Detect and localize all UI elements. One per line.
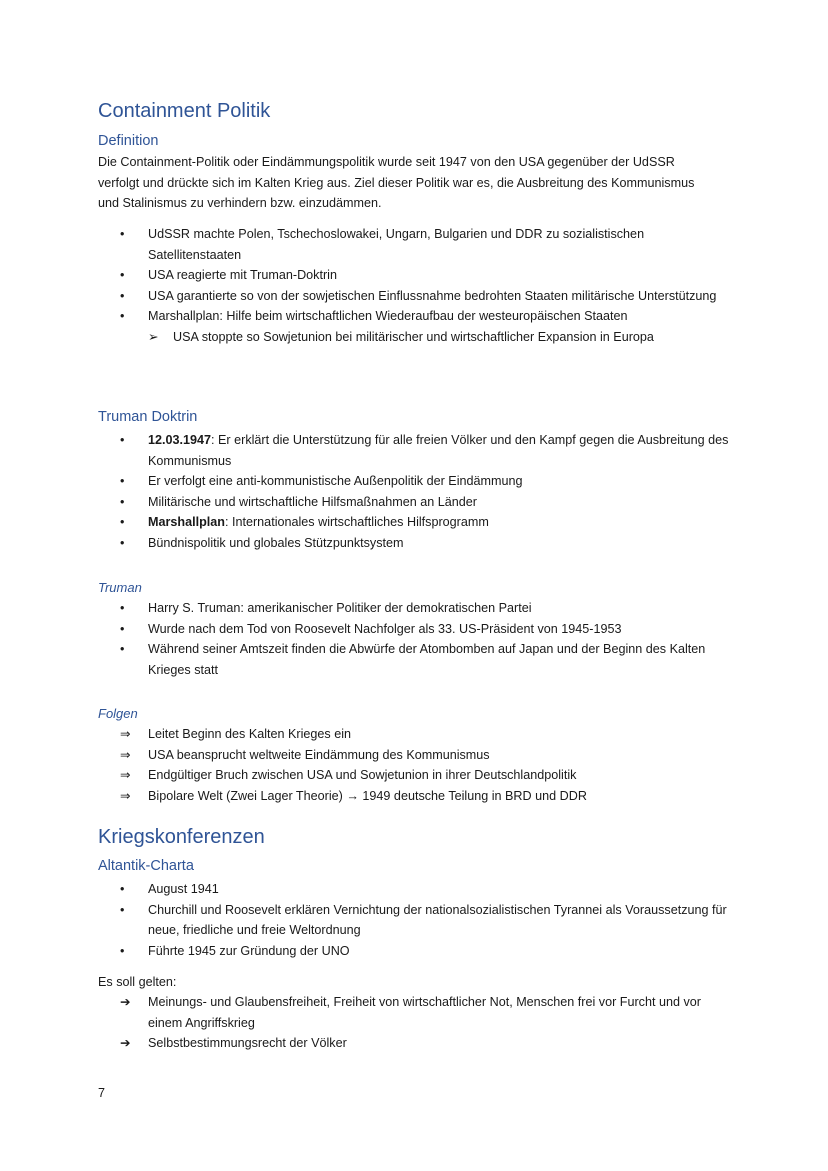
double-arrow-icon: ⇒ (120, 727, 131, 741)
bold-arrow-icon: ➔ (120, 995, 131, 1009)
bullet-icon: • (120, 601, 125, 615)
atlantik-list (98, 879, 738, 961)
page-number: 7 (98, 1086, 106, 1100)
bullet-icon: • (120, 494, 125, 509)
double-arrow-icon: ⇒ (120, 788, 131, 803)
bullet-icon: • (120, 902, 125, 917)
bullet-icon: • (120, 309, 125, 323)
bullet-icon: • (120, 474, 125, 488)
list-item: • Militärische und wirtschaftliche Hilfsmaßnahmen an Länder (98, 492, 736, 513)
truman-doktrin-list (98, 430, 738, 553)
bullet-icon: • (120, 268, 125, 282)
list-item: • Churchill und Roosevelt erklären Vernichtung der nationalsozialistischen Tyrannei als Voraussetzung für neue, friedliche und freie Weltordnung (98, 900, 736, 941)
containment-bullet-list (98, 224, 738, 347)
heading-folgen: Folgen (98, 706, 138, 721)
gelten-label: Es soll gelten: (98, 975, 177, 989)
bullet-icon: • (120, 882, 125, 896)
list-item: • USA reagierte mit Truman-Doktrin (98, 265, 736, 286)
list-item: ⇒ Endgültiger Bruch zwischen USA und Sowjetunion in ihrer Deutschlandpolitik (98, 765, 736, 786)
right-arrow-icon: → (346, 788, 359, 803)
double-arrow-icon: ⇒ (120, 768, 131, 782)
list-item: • Während seiner Amtszeit finden die Abwürfe der Atombomben auf Japan und der Beginn des Kalten Krieges statt (98, 639, 736, 680)
list-item: • August 1941 (98, 879, 736, 900)
list-item: ⇒ Bipolare Welt (Zwei Lager Theorie) → 1949 deutsche Teilung in BRD und DDR (98, 786, 736, 807)
bullet-icon: • (120, 943, 125, 958)
list-item: • Wurde nach dem Tod von Roosevelt Nachfolger als 33. US-Präsident von 1945-1953 (98, 619, 736, 640)
list-item: ⇒ USA beansprucht weltweite Eindämmung des Kommunismus (98, 745, 736, 766)
bullet-icon: • (120, 642, 125, 656)
heading-truman-doktrin: Truman Doktrin (98, 409, 198, 425)
list-item: • USA garantierte so von der sowjetischen Einflussnahme bedrohten Staaten militärische Unterstützung (98, 286, 736, 307)
bullet-icon: • (120, 288, 125, 303)
bullet-icon: • (120, 227, 125, 241)
truman-list (98, 598, 738, 680)
gelten-list (98, 992, 738, 1054)
bullet-icon: • (120, 515, 125, 529)
list-item: • Führte 1945 zur Gründung der UNO (98, 941, 736, 962)
folgen-list (98, 724, 738, 806)
list-item: ⇒ Leitet Beginn des Kalten Krieges ein (98, 724, 736, 745)
definition-paragraph: Die Containment-Politik oder Eindämmungspolitik wurde seit 1947 von den USA gegenüber der UdSSR verfolgt und drückte sich im Kalten Krieg aus. Ziel dieser Politik war es, die Ausbreitung des Kommunismus und Stalinismus zu verhindern bzw. einzudämmen. (98, 155, 695, 210)
double-arrow-icon: ⇒ (120, 747, 131, 762)
heading-atlantik-charta: Altantik-Charta (98, 858, 194, 874)
list-item: • Marshallplan: Internationales wirtschaftliches Hilfsprogramm (98, 512, 736, 533)
list-item: ➔ Selbstbestimmungsrecht der Völker (98, 1033, 736, 1054)
list-item: • Er verfolgt eine anti-kommunistische Außenpolitik der Eindämmung (98, 471, 736, 492)
heading-definition: Definition (98, 133, 159, 149)
arrowhead-bullet-icon: ➢ (148, 329, 159, 344)
list-item: • Bündnispolitik und globales Stützpunktsystem (98, 533, 736, 554)
bullet-icon: • (120, 621, 125, 636)
list-item: ➢ USA stoppte so Sowjetunion bei militärischer und wirtschaftlicher Expansion in Europa (98, 327, 738, 348)
list-item: • Harry S. Truman: amerikanischer Politiker der demokratischen Partei (98, 598, 736, 619)
list-item: • Marshallplan: Hilfe beim wirtschaftlichen Wiederaufbau der westeuropäischen Staaten (98, 306, 736, 327)
list-item: • 12.03.1947: Er erklärt die Unterstützung für alle freien Völker und den Kampf gegen die Ausbreitung des Kommunismus (98, 430, 736, 471)
heading-truman: Truman (98, 580, 142, 595)
section-title-containment: Containment Politik (98, 100, 271, 122)
list-item: ➔ Meinungs- und Glaubensfreiheit, Freiheit von wirtschaftlicher Not, Menschen frei vor Furcht und vor einem Angriffskrieg (98, 992, 736, 1033)
bold-arrow-icon: ➔ (120, 1036, 131, 1050)
section-title-kriegskonferenzen: Kriegskonferenzen (98, 826, 265, 848)
bullet-icon: • (120, 535, 125, 550)
list-item: • UdSSR machte Polen, Tschechoslowakei, Ungarn, Bulgarien und DDR zu sozialistischen Satellitenstaaten (98, 224, 736, 265)
bullet-icon: • (120, 433, 125, 447)
